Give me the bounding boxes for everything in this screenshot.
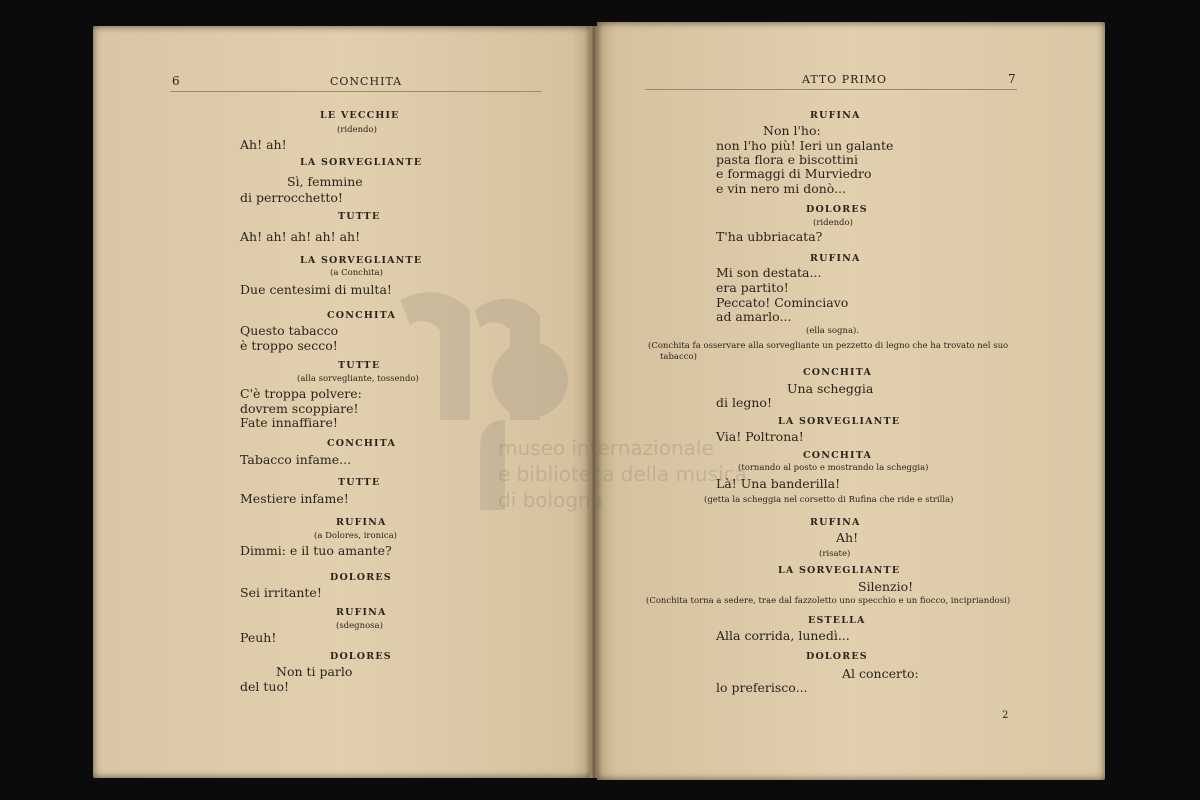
speaker-name: TUTTE — [338, 477, 381, 488]
verse-line: Sei irritante! — [240, 585, 322, 600]
verse-line: Sì, femmine — [287, 174, 363, 189]
right-header-rule — [645, 89, 1017, 90]
verse-line: T'ha ubbriacata? — [716, 229, 823, 244]
verse-line: Via! Poltrona! — [716, 429, 804, 444]
right-page-number: 7 — [1008, 72, 1016, 86]
verse-line: Peuh! — [240, 630, 277, 645]
right-running-head: ATTO PRIMO — [802, 73, 888, 86]
speaker-name: DOLORES — [806, 204, 868, 215]
left-running-head: CONCHITA — [330, 75, 403, 88]
stage-direction: (tornando al posto e mostrando la scheggia) — [738, 463, 929, 473]
speaker-name: TUTTE — [338, 360, 381, 371]
verse-line: Silenzio! — [858, 579, 914, 594]
verse-line: Non ti parlo — [276, 664, 353, 679]
verse-line: C'è troppa polvere: — [240, 386, 362, 401]
stage-direction: (getta la scheggia nel corsetto di Rufina che ride e strilla) — [704, 495, 954, 505]
verse-line: non l'ho più! Ieri un galante — [716, 138, 894, 153]
verse-line: Mi son destata... — [716, 265, 822, 280]
stage-direction: (a Conchita) — [330, 268, 383, 278]
verse-line: Al concerto: — [842, 666, 919, 681]
verse-line: ad amarlo... — [716, 309, 792, 324]
stage-direction: tabacco) — [660, 352, 697, 362]
verse-line: Una scheggia — [787, 381, 874, 396]
speaker-name: CONCHITA — [803, 450, 873, 461]
stage-direction: (ridendo) — [337, 125, 377, 135]
verse-line: del tuo! — [240, 679, 289, 694]
speaker-name: CONCHITA — [803, 367, 873, 378]
speaker-name: LA SORVEGLIANTE — [300, 157, 423, 168]
verse-line: Ah! — [836, 530, 859, 545]
stage-direction: (a Dolores, ironica) — [314, 531, 397, 541]
verse-line: Peccato! Cominciavo — [716, 295, 849, 310]
speaker-name: ESTELLA — [808, 615, 866, 626]
speaker-name: RUFINA — [336, 517, 387, 528]
watermark-line-1: museo internazionale — [498, 436, 714, 460]
stage-direction: (risate) — [819, 549, 851, 559]
speaker-name: RUFINA — [810, 110, 861, 121]
speaker-name: RUFINA — [336, 607, 387, 618]
stage-direction: (Conchita torna a sedere, trae dal fazzoletto uno specchio e un fiocco, incipriandosi) — [646, 596, 1011, 606]
verse-line: Alla corrida, lunedì... — [716, 628, 850, 643]
verse-line: Là! Una banderilla! — [716, 476, 841, 491]
stage-direction: (sdegnosa) — [336, 621, 383, 631]
speaker-name: CONCHITA — [327, 310, 397, 321]
speaker-name: LA SORVEGLIANTE — [778, 416, 901, 427]
watermark-line-3: di bologna — [498, 488, 603, 512]
speaker-name: LE VECCHIE — [320, 110, 400, 121]
verse-line: e formaggi di Murviedro — [716, 166, 872, 181]
verse-line: pasta flora e biscottini — [716, 152, 858, 167]
verse-line: Dimmi: e il tuo amante? — [240, 543, 392, 558]
verse-line: lo preferisco... — [716, 680, 808, 695]
speaker-name: DOLORES — [806, 651, 868, 662]
speaker-name: LA SORVEGLIANTE — [300, 255, 423, 266]
stage-direction: (alla sorvegliante, tossendo) — [297, 374, 419, 384]
verse-line: di legno! — [716, 395, 772, 410]
verse-line: era partito! — [716, 280, 789, 295]
watermark-line-2: e biblioteca della musica — [498, 462, 747, 486]
speaker-name: DOLORES — [330, 651, 392, 662]
verse-line: e vin nero mi donò... — [716, 181, 847, 196]
stage-direction: (ridendo) — [813, 218, 853, 228]
stage-direction: (Conchita fa osservare alla sorvegliante un pezzetto di legno che ha trovato nel suo — [648, 341, 1009, 351]
left-page-number: 6 — [172, 74, 180, 88]
speaker-name: RUFINA — [810, 517, 861, 528]
verse-line: dovrem scoppiare! — [240, 401, 359, 416]
verse-line: Ah! ah! ah! ah! ah! — [240, 229, 361, 244]
speaker-name: TUTTE — [338, 211, 381, 222]
speaker-name: RUFINA — [810, 253, 861, 264]
verse-line: Due centesimi di multa! — [240, 282, 392, 297]
verse-line: di perrocchetto! — [240, 190, 343, 205]
left-header-rule — [170, 91, 542, 92]
verse-line: Fate innaffiare! — [240, 415, 338, 430]
stage-direction: (ella sogna). — [806, 326, 860, 336]
speaker-name: LA SORVEGLIANTE — [778, 565, 901, 576]
verse-line: è troppo secco! — [240, 338, 338, 353]
verse-line: Tabacco infame... — [240, 452, 352, 467]
verse-line: Mestiere infame! — [240, 491, 349, 506]
verse-line: Ah! ah! — [240, 137, 287, 152]
signature-mark: 2 — [1002, 710, 1009, 721]
verse-line: Non l'ho: — [763, 123, 821, 138]
speaker-name: DOLORES — [330, 572, 392, 583]
verse-line: Questo tabacco — [240, 323, 339, 338]
speaker-name: CONCHITA — [327, 438, 397, 449]
